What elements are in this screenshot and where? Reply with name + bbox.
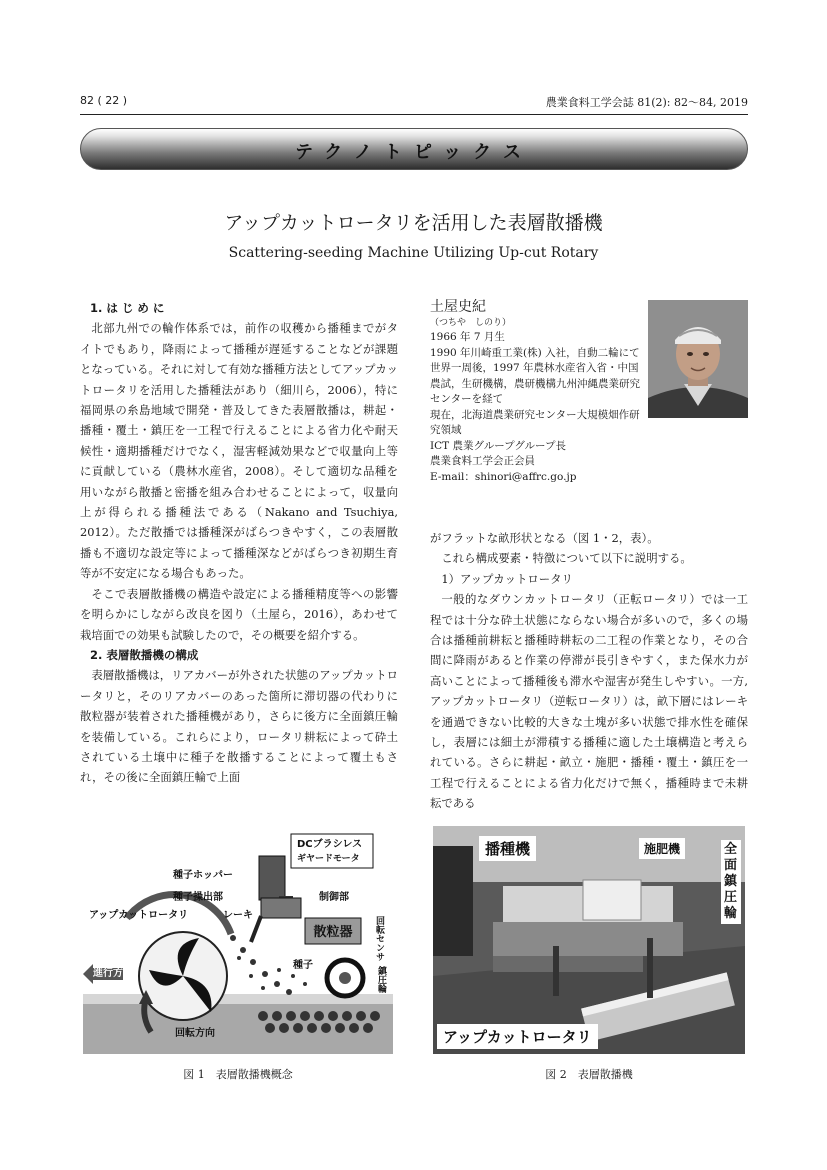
- label-feeder: 種子操出部: [173, 892, 223, 903]
- author-line: 1966 年 7 月生: [430, 331, 505, 343]
- journal-citation: 農業食料工学会誌 81(2): 82～84, 2019: [545, 96, 748, 109]
- article-title-en: Scattering-seeding Machine Utilizing Up-cut Rotary: [228, 245, 599, 261]
- author-line: 1990 年川崎重工業(株) 入社，自動二輪にて世界一周後，1997 年農林水産省入省・中国農試，生研機構，農研機構九州沖縄農業研究センターを経て: [430, 346, 640, 405]
- paragraph: がフラットな畝形状となる（図 1・2，表）。: [430, 531, 659, 545]
- label-rotation: 回転方向: [175, 1028, 215, 1039]
- paragraph: これら構成要素・特徴について以下に説明する。: [441, 551, 692, 566]
- figure-1-caption: 図 1 表層散播機概念: [183, 1068, 293, 1081]
- author-name-reading: （つちや しのり）: [430, 318, 512, 328]
- subsection-heading: 1）アップカットロータリ: [441, 571, 573, 586]
- figure-2-caption: 図 2 表層散播機: [545, 1068, 633, 1081]
- spreader-box: [305, 918, 361, 944]
- photo-label-roller: 全面鎮圧輪: [721, 840, 741, 924]
- paragraph: 北部九州での輪作体系では，前作の収穫から播種までがタイトでもあり，降雨によって播種が遅延することなどが課題となっている。それに対して有効な播種方法としてアップカットロータリを活用した播種法があり（細川ら，2006），特に福岡県の糸島地域で開発・普及してきた表層散播は，耕起・播種・覆土・鎮圧を一工程で行えることによる省力化や耐天候性・適期播種だけでなく，湿害軽減効果などで収量向上等に貢献している（農林水産省，2008）。そして適切な品種を用いながら散播と密播を組み合わせることによって，収量向上が得られる播種法である（Nakano and Tsuchiya, 2012）。ただ散播では播種深がばらつきやすく，この表層散播も不適切な設定等によって播種深などがばらつき初期生育等が不安定になる場合もあった。: [80, 321, 398, 581]
- label-control: 制御部: [319, 892, 349, 903]
- figure-2-photo: [433, 826, 745, 1054]
- left-column: [80, 298, 398, 788]
- label-spreader: 散粒器: [313, 925, 353, 940]
- label-sensor: 回転センサ: [374, 916, 384, 961]
- label-motor-1: DCブラシレス: [297, 839, 363, 850]
- running-head: [80, 94, 748, 114]
- label-seed: 種子: [293, 960, 313, 971]
- label-rotary: アップカットロータリ: [89, 910, 189, 921]
- label-hopper: 種子ホッパー: [173, 870, 233, 881]
- author-line: E-mail：shinori@affrc.go.jp: [430, 470, 577, 483]
- label-motor-2: ギヤードモータ: [297, 854, 360, 864]
- page-number: 82 ( 22 ): [80, 94, 128, 107]
- banner-title: テクノトピックス: [294, 142, 534, 163]
- author-name: 土屋史紀: [430, 299, 486, 315]
- author-photo: [648, 300, 748, 418]
- label-rake: レーキ: [223, 910, 253, 921]
- article-title-jp: アップカットロータリを活用した表層散播機: [224, 212, 603, 234]
- photo-label-rotary: アップカットロータリ: [437, 1024, 598, 1049]
- photo-label-fertilizer: 施肥機: [639, 838, 685, 859]
- press-roller: [327, 960, 363, 996]
- rotary-rotor: [139, 932, 227, 1020]
- right-column: [430, 528, 748, 814]
- author-line: 現在，北海道農業研究センター大規模畑作研究領域: [430, 408, 640, 436]
- paragraph: 表層散播機は，リアカバーが外された状態のアップカットロータリと，そのリアカバーのあった箇所に滞切器の代わりに散粒器が装着された播種機があり，さらに後方に全面鎮圧輪を装備している。これらにより，ロータリ耕耘によって砕土されている土壌中に種子を散播することによって覆土もされ，その後に全面鎮圧輪で上面: [80, 668, 398, 785]
- section-heading: 1. は じ め に: [90, 301, 165, 315]
- author-line: ICT 農業グループグループ長: [430, 439, 567, 452]
- author-profile: [430, 298, 642, 485]
- paragraph: 一般的なダウンカットロータリ（正転ロータリ）では一工程では十分な砕土状態にならない場合が多いので，多くの場合は播種前耕耘と播種時耕耘の二工程の作業となり，その合間に降雨があると作業の停滞が長引きやすく，また保水力が高いことによって播種後も滞水や湿害が発生しやすい。一方, アップカットロータリ（逆転ロータリ）は，畝下層にはレーキを通過できない比較的大きな土塊が多い状態で排水性を確保し，表層には細土が滞積する播種に適した土壌構造と考えられている。さらに耕起・畝立・施肥・播種・覆土・鎮圧を一工程で行えることによる省力化だけで無く，播種時まで未耕耘である: [430, 592, 748, 811]
- label-roller: 鎮圧輪: [376, 966, 386, 993]
- section-banner: [80, 128, 748, 170]
- photo-label-seeder: 播種機: [479, 836, 536, 861]
- section-heading: 2. 表層散播機の構成: [90, 647, 199, 662]
- figure-1-diagram: [83, 826, 393, 1054]
- author-line: 農業食料工学会正会員: [430, 455, 535, 467]
- header-rule: [80, 114, 748, 115]
- paragraph: そこで表層散播機の構造や設定による播種精度等への影響を明らかにしながら改良を図り（土屋ら，2016），あわせて栽培面での効果も試験したので，その概要を紹介する。: [80, 586, 398, 642]
- label-direction: 進行方向: [93, 968, 133, 979]
